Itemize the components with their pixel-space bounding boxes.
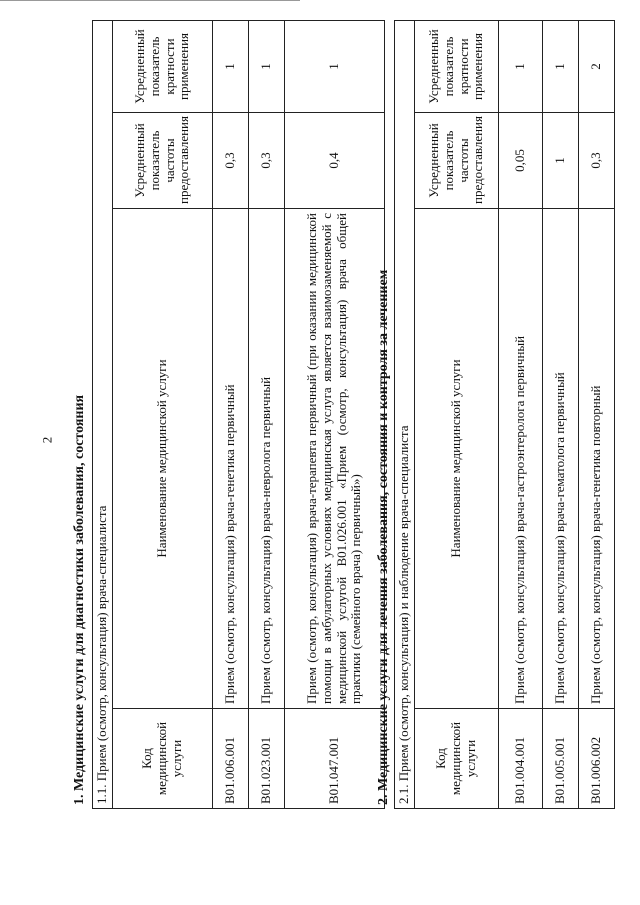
cell-freq: 0,3: [579, 113, 615, 209]
section1-table: [92, 20, 385, 809]
cell-name: Прием (осмотр, консультация) врача-генетика первичный: [213, 209, 249, 709]
header-code: Код медицинской услуги: [415, 709, 499, 809]
table-row: [499, 20, 543, 808]
table-header-row: [113, 20, 213, 808]
cell-code: B01.006.001: [213, 709, 249, 809]
section2-subtitle: 2.1. Прием (осмотр, консультация) и наблюдение врача-специалиста: [395, 20, 415, 808]
cell-freq: 1: [543, 113, 579, 209]
cell-name: Прием (осмотр, консультация) врача-терапевта первичный (при оказании медицинской помощи в амбулаторных условиях медицинская услуга является взаимозаменяемой с медицинской услугой B01.026.001 «Прием (осмотр, консультация) врача общей практики (семейного врача) первичный»): [285, 209, 385, 709]
cell-name: Прием (осмотр, консультация) врача-генетика повторный: [579, 209, 615, 709]
cell-mult: 1: [543, 20, 579, 112]
section1-title: 1. Медицинские услуги для диагностики заболевания, состояния: [72, 394, 87, 805]
cell-freq: 0,4: [285, 113, 385, 209]
section2-title: 2. Медицинские услуги для лечения заболевания, состояния и контроля за лечением: [376, 269, 391, 805]
header-code: Код медицинской услуги: [113, 709, 213, 809]
section2-table: [394, 20, 615, 809]
cell-name: Прием (осмотр, консультация) врача-невролога первичный: [249, 209, 285, 709]
table-row: [579, 20, 615, 808]
header-name: Наименование медицинской услуги: [415, 209, 499, 709]
cell-mult: 1: [249, 20, 285, 112]
cell-freq: 0,05: [499, 113, 543, 209]
cell-name: Прием (осмотр, консультация) врача-гематолога первичный: [543, 209, 579, 709]
cell-mult: 1: [285, 20, 385, 112]
table-row: [543, 20, 579, 808]
cell-mult: 1: [213, 20, 249, 112]
table-row: [285, 20, 385, 808]
cell-name: Прием (осмотр, консультация) врача-гастроэнтеролога первичный: [499, 209, 543, 709]
header-name: Наименование медицинской услуги: [113, 209, 213, 709]
cell-code: B01.023.001: [249, 709, 285, 809]
page-number: 2: [39, 436, 55, 444]
table-row: [213, 20, 249, 808]
cell-code: B01.004.001: [499, 709, 543, 809]
cell-code: B01.047.001: [285, 709, 385, 809]
table-subheader-row: [395, 20, 415, 808]
header-mult: Усредненный показатель кратности применения: [415, 20, 499, 112]
header-mult: Усредненный показатель кратности применения: [113, 20, 213, 112]
cell-mult: 2: [579, 20, 615, 112]
table-subheader-row: [93, 20, 113, 808]
cell-freq: 0,3: [213, 113, 249, 209]
table-row: [249, 20, 285, 808]
header-freq: Усредненный показатель частоты предоставления: [113, 113, 213, 209]
table-header-row: [415, 20, 499, 808]
header-freq: Усредненный показатель частоты предоставления: [415, 113, 499, 209]
cell-code: B01.006.002: [579, 709, 615, 809]
cell-code: B01.005.001: [543, 709, 579, 809]
cell-freq: 0,3: [249, 113, 285, 209]
section1-subtitle: 1.1. Прием (осмотр, консультация) врача-специалиста: [93, 20, 113, 808]
cell-mult: 1: [499, 20, 543, 112]
